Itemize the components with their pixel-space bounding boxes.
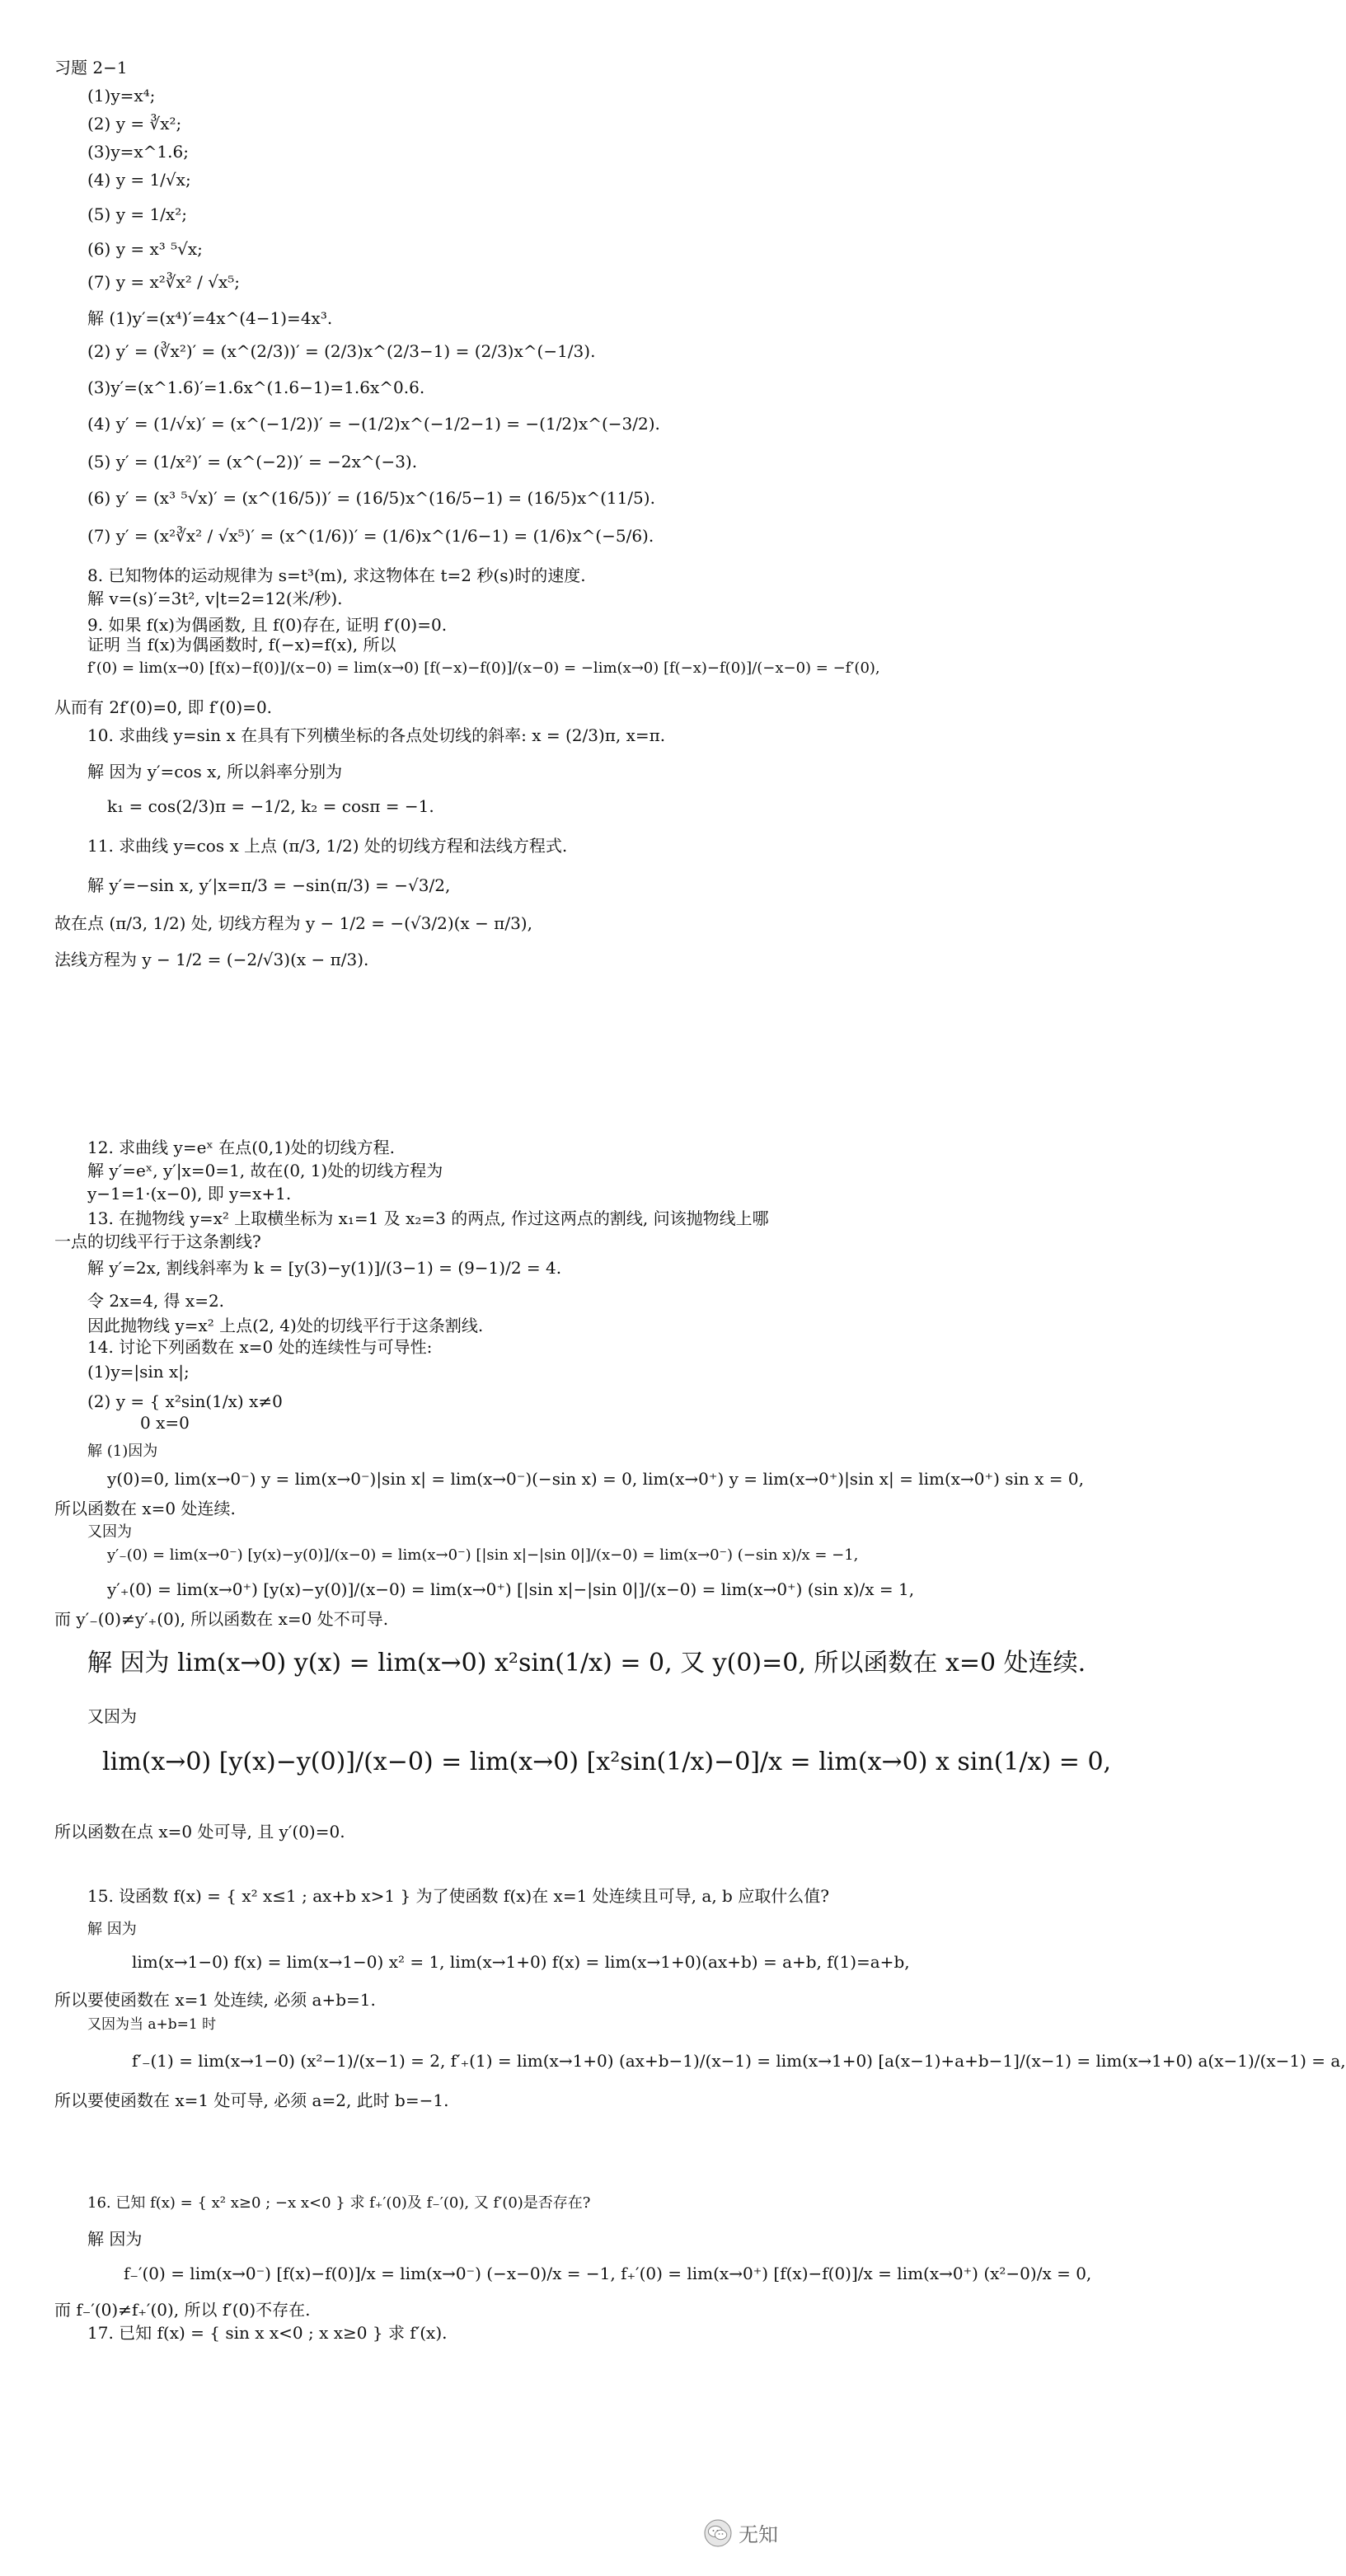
- doc-line: f′(0) = lim(x→0) [f(x)−f(0)]/(x−0) = lim(x→0) [f(−x)−f(0)]/(x−0) = −lim(x→0) [f(−x)−f(0)]/(−x−0) = −f′(0),: [87, 659, 880, 677]
- doc-line: 11. 求曲线 y=cos x 上点 (π/3, 1/2) 处的切线方程和法线方程式.: [87, 836, 568, 856]
- doc-line: 一点的切线平行于这条割线?: [54, 1232, 261, 1251]
- doc-line: (5) y = 1/x²;: [87, 204, 187, 224]
- doc-line: 所以函数在 x=0 处连续.: [54, 1499, 236, 1518]
- doc-line: 而 f₋′(0)≠f₊′(0), 所以 f′(0)不存在.: [54, 2300, 311, 2320]
- doc-line: 10. 求曲线 y=sin x 在具有下列横坐标的各点处切线的斜率: x = (2/3)π, x=π.: [87, 725, 666, 745]
- doc-line: (1)y=x⁴;: [87, 86, 156, 106]
- doc-line: 解 (1)因为: [87, 1443, 158, 1460]
- doc-line: k₁ = cos(2/3)π = −1/2, k₂ = cosπ = −1.: [107, 796, 434, 816]
- doc-line: (1)y=|sin x|;: [87, 1362, 190, 1382]
- doc-line: 17. 已知 f(x) = { sin x x<0 ; x x≥0 } 求 f′(x).: [87, 2323, 448, 2343]
- doc-line: f₋′(0) = lim(x→0⁻) [f(x)−f(0)]/x = lim(x→0⁻) (−x−0)/x = −1, f₊′(0) = lim(x→0⁺) [f(x)−f(0)]/x = lim(x→0⁺) (x²−0)/x = 0,: [124, 2264, 1092, 2283]
- doc-line: 9. 如果 f(x)为偶函数, 且 f(0)存在, 证明 f′(0)=0.: [87, 615, 448, 635]
- doc-line: 所以函数在点 x=0 处可导, 且 y′(0)=0.: [54, 1822, 345, 1842]
- doc-line: (7) y′ = (x²∛x² / √x⁵)′ = (x^(1/6))′ = (1/6)x^(1/6−1) = (1/6)x^(−5/6).: [87, 526, 654, 546]
- doc-line: 15. 设函数 f(x) = { x² x≤1 ; ax+b x>1 } 为了使函数 f(x)在 x=1 处连续且可导, a, b 应取什么值?: [87, 1886, 829, 1906]
- doc-line: 令 2x=4, 得 x=2.: [87, 1291, 225, 1311]
- doc-line: (7) y = x²∛x² / √x⁵;: [87, 272, 241, 292]
- doc-line: 解 因为: [87, 2229, 143, 2249]
- doc-line: 解 y′=eˣ, y′|x=0=1, 故在(0, 1)处的切线方程为: [87, 1161, 443, 1180]
- doc-line: 故在点 (π/3, 1/2) 处, 切线方程为 y − 1/2 = −(√3/2)(x − π/3),: [54, 913, 532, 933]
- doc-title: 习题 2−1: [54, 58, 128, 77]
- doc-line: (6) y = x³ ⁵√x;: [87, 239, 203, 259]
- doc-line: 从而有 2f′(0)=0, 即 f′(0)=0.: [54, 697, 273, 717]
- doc-line: (4) y = 1/√x;: [87, 170, 191, 190]
- doc-line: 又因为: [87, 1523, 132, 1541]
- doc-line: 解 (1)y′=(x⁴)′=4x^(4−1)=4x³.: [87, 308, 333, 328]
- doc-line: 证明 当 f(x)为偶函数时, f(−x)=f(x), 所以: [87, 635, 396, 655]
- watermark: [704, 2518, 778, 2547]
- doc-line: (3)y=x^1.6;: [87, 142, 189, 162]
- doc-line: (4) y′ = (1/√x)′ = (x^(−1/2))′ = −(1/2)x^(−1/2−1) = −(1/2)x^(−3/2).: [87, 414, 660, 434]
- doc-line: 解 y′=2x, 割线斜率为 k = [y(3)−y(1)]/(3−1) = (9−1)/2 = 4.: [87, 1258, 562, 1278]
- doc-line: 解 因为: [87, 1921, 137, 1938]
- doc-line: 解 v=(s)′=3t², v|t=2=12(米/秒).: [87, 589, 343, 608]
- watermark-text: 无知: [739, 2523, 778, 2546]
- doc-line: (2) y = { x²sin(1/x) x≠0: [87, 1391, 283, 1411]
- doc-line: 解 因为 lim(x→0) y(x) = lim(x→0) x²sin(1/x) = 0, 又 y(0)=0, 所以函数在 x=0 处连续.: [87, 1649, 1086, 1677]
- doc-line: y′₋(0) = lim(x→0⁻) [y(x)−y(0)]/(x−0) = lim(x→0⁻) [|sin x|−|sin 0|]/(x−0) = lim(x→0⁻) (−sin x)/x = −1,: [107, 1546, 859, 1564]
- doc-line: (2) y = ∛x²;: [87, 114, 182, 134]
- doc-line: 因此抛物线 y=x² 上点(2, 4)处的切线平行于这条割线.: [87, 1316, 484, 1335]
- doc-line: 又因为当 a+b=1 时: [87, 2016, 217, 2033]
- doc-line: 12. 求曲线 y=eˣ 在点(0,1)处的切线方程.: [87, 1138, 396, 1157]
- doc-line: 所以要使函数在 x=1 处连续, 必须 a+b=1.: [54, 1990, 376, 2010]
- doc-line: 14. 讨论下列函数在 x=0 处的连续性与可导性:: [87, 1337, 433, 1357]
- doc-line: (3)y′=(x^1.6)′=1.6x^(1.6−1)=1.6x^0.6.: [87, 378, 425, 397]
- doc-line: 又因为: [87, 1706, 137, 1726]
- doc-line: y−1=1·(x−0), 即 y=x+1.: [87, 1184, 292, 1204]
- doc-line: y(0)=0, lim(x→0⁻) y = lim(x→0⁻)|sin x| = lim(x→0⁻)(−sin x) = 0, lim(x→0⁺) y = lim(x→0⁺)|sin x| = lim(x→0⁺) sin x = 0,: [107, 1469, 1084, 1489]
- doc-line: (2) y′ = (∛x²)′ = (x^(2/3))′ = (2/3)x^(2/3−1) = (2/3)x^(−1/3).: [87, 341, 596, 361]
- doc-line: 法线方程为 y − 1/2 = (−2/√3)(x − π/3).: [54, 950, 369, 969]
- doc-line: lim(x→1−0) f(x) = lim(x→1−0) x² = 1, lim(x→1+0) f(x) = lim(x→1+0)(ax+b) = a+b, f(1)=a+b,: [132, 1952, 910, 1972]
- doc-line: y′₊(0) = lim(x→0⁺) [y(x)−y(0)]/(x−0) = lim(x→0⁺) [|sin x|−|sin 0|]/(x−0) = lim(x→0⁺) (sin x)/x = 1,: [107, 1579, 915, 1599]
- doc-line: (5) y′ = (1/x²)′ = (x^(−2))′ = −2x^(−3).: [87, 452, 418, 472]
- doc-line: (6) y′ = (x³ ⁵√x)′ = (x^(16/5))′ = (16/5)x^(16/5−1) = (16/5)x^(11/5).: [87, 488, 655, 508]
- doc-line: 解 y′=−sin x, y′|x=π/3 = −sin(π/3) = −√3/2,: [87, 875, 451, 895]
- doc-line: lim(x→0) [y(x)−y(0)]/(x−0) = lim(x→0) [x²sin(1/x)−0]/x = lim(x→0) x sin(1/x) = 0,: [102, 1748, 1112, 1776]
- doc-line: 所以要使函数在 x=1 处可导, 必须 a=2, 此时 b=−1.: [54, 2090, 449, 2110]
- doc-line: 解 因为 y′=cos x, 所以斜率分别为: [87, 762, 343, 781]
- doc-line: 0 x=0: [140, 1413, 190, 1433]
- doc-line: 8. 已知物体的运动规律为 s=t³(m), 求这物体在 t=2 秒(s)时的速度.: [87, 565, 586, 585]
- doc-line: 而 y′₋(0)≠y′₊(0), 所以函数在 x=0 处不可导.: [54, 1609, 389, 1629]
- doc-line: 13. 在抛物线 y=x² 上取横坐标为 x₁=1 及 x₂=3 的两点, 作过这两点的割线, 问该抛物线上哪: [87, 1208, 769, 1228]
- doc-line: 16. 已知 f(x) = { x² x≥0 ; −x x<0 } 求 f₊′(0)及 f₋′(0), 又 f′(0)是否存在?: [87, 2194, 591, 2212]
- wechat-icon: [704, 2519, 732, 2547]
- doc-line: f′₋(1) = lim(x→1−0) (x²−1)/(x−1) = 2, f′₊(1) = lim(x→1+0) (ax+b−1)/(x−1) = lim(x→1+0) [a(x−1)+a+b−1]/(x−1) = lim(x→1+0) a(x−1)/(x−1) = a,: [132, 2051, 1346, 2071]
